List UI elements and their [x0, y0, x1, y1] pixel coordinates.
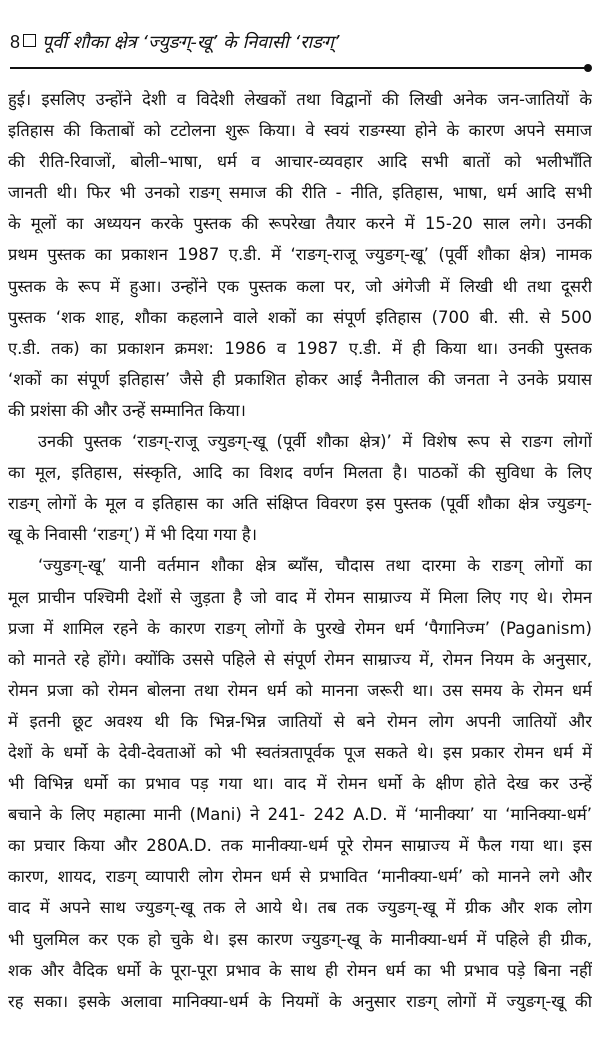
text-line: रोमन प्रजा को रोमन बोलना तथा रोमन धर्म को मानना जरूरी था। उस समय के रोमन धर्म: [8, 680, 592, 700]
text-line: पुस्तक ‘शक शाह, शौका कहलाने वाले शकों का संपूर्ण इतिहास (700 बी. सी. से 500: [8, 307, 592, 327]
text-line: जानती थी। फिर भी उनको राङग् समाज की रीति - नीति, इतिहास, भाषा, धर्म आदि सभी: [8, 183, 592, 203]
page-number: 8: [10, 32, 21, 52]
text-line: पुस्तक के रूप में हुआ। उन्होंने एक पुस्तक कला पर, जो अंगेजी में लिखी थी तथा दूसरी: [8, 276, 592, 296]
text-line: प्रथम पुस्तक का प्रकाशन 1987 ए.डी. में ‘राङग्-राजू ज्युङग्-खू’ (पूर्वी शौका क्षेत्र) नामक: [8, 245, 592, 265]
text-line: की रीति-रिवाजों, बोली–भाषा, धर्म व आचार-व्यवहार आदि सभी बातों को भलीभाँति: [8, 152, 592, 172]
text-line: राङग् लोगों के मूल व इतिहास का अति संक्षिप्त विवरण इस पुस्तक (पूर्वी शौका क्षेत्र ज्युङग्-: [8, 494, 592, 514]
text-line: प्रजा में शामिल रहने के कारण राङग् लोगों के पुरखे रोमन धर्म ‘पैगानिज्म’ (Paganism): [8, 618, 592, 638]
text-line: शक और वैदिक धर्मो के पूरा-पूरा प्रभाव के साथ ही रोमन धर्म का भी प्रभाव पड़े बिना नहीं: [8, 960, 592, 980]
text-line: खू के निवासी ‘राङग्’) में भी दिया गया है।: [8, 525, 257, 545]
text-line: बचाने के लिए महात्मा मानी (Mani) ने 241- 242 A.D. में ‘मानीक्या’ या ‘मानिक्या-धर्म’: [8, 805, 592, 825]
header-rule-dot: [584, 64, 592, 72]
running-header: [10, 30, 340, 54]
text-line: रह सका। इसके अलावा मानिक्या-धर्म के नियमों के अनुसार राङग् लोगों में ज्युङग्-खू की: [8, 991, 592, 1011]
text-line: इतिहास की किताबों को टटोलना शुरू किया। वे स्वयं राङग्स्या होने के कारण अपने समाज: [8, 121, 592, 141]
text-line: ‘ज्युङग्-खू’ यानी वर्तमान शौका क्षेत्र ब्याँस, चौदास तथा दारमा के राङग् लोगों का: [38, 556, 592, 576]
text-line: हुई। इसलिए उन्होंने देशी व विदेशी लेखकों तथा विद्वानों की लिखी अनेक जन-जातियों के: [8, 90, 592, 109]
text-line: को मानते रहे होंगे। क्योंकि उससे पहिले से संपूर्ण रोमन साम्राज्य में, रोमन नियम के अनुसार,: [8, 649, 592, 669]
running-title: पूर्वी शौका क्षेत्र ‘ज्युङग्-खू’ के निवासी ‘राङग्’: [42, 32, 340, 53]
text-line: ए.डी. तक) का प्रकाशन क्रमश: 1986 व 1987 ए.डी. में ही किया था। उनकी पुस्तक: [8, 338, 592, 358]
text-line: भी घुलमिल कर एक हो चुके थे। इस कारण ज्युङग्-खू के मानीक्या-धर्म में पहिले ही ग्रीक,: [8, 929, 592, 949]
text-line: का प्रचार किया और 280A.D. तक मानीक्या-धर्म पूरे रोमन साम्राज्य में फैल गया था। इस: [8, 836, 592, 856]
text-line: ‘शकों का संपूर्ण इतिहास’ जैसे ही प्रकाशित होकर आई नैनीताल की जनता ने उनके प्रयास: [8, 369, 592, 389]
text-line: कारण, शायद, राङग् व्यापारी लोग रोमन धर्म से प्रभावित ‘मानीक्या-धर्म’ को मानने लगे और: [8, 867, 592, 887]
text-line: मूल प्राचीन पश्चिमी देशों से जुड़ता है जो वाद में रोमन साम्राज्य में मिला लिए गए थे। रोमन: [8, 587, 592, 607]
text-line: का मूल, इतिहास, संस्कृति, आदि का विशद वर्णन मिलता है। पाठकों की सुविधा के लिए: [8, 463, 592, 483]
text-line: वाद में अपने साथ ज्युङग्-खू तक ले आये थे। तब तक ज्युङग्-खू में ग्रीक और शक लोग: [8, 898, 592, 918]
square-bullet-icon: [23, 34, 36, 47]
text-line: के मूलों का अध्ययन करके पुस्तक की रूपरेखा तैयार करने में 15-20 साल लगे। उनकी: [8, 214, 592, 234]
text-line: देशों के धर्मो के देवी-देवताओं को भी स्वतंत्रतापूर्वक पूज सकते थे। इस प्रकार रोमन धर्म में: [8, 742, 592, 762]
text-line: में इतनी छूट अवश्य थी कि भिन्न-भिन्न जातियों से बने रोमन लोग अपनी जातियों और: [8, 711, 592, 731]
page-body: [8, 84, 592, 1017]
text-line: उनकी पुस्तक ‘राङग्-राजू ज्युङग्-खू (पूर्वी शौका क्षेत्र)’ में विशेष रूप से राङग लोगों: [38, 432, 592, 452]
text-line: भी विभिन्न धर्मो का प्रभाव पड़ गया था। वाद में रोमन धर्मो के क्षीण होते देख कर उन्हें: [8, 774, 592, 794]
header-rule: [10, 67, 588, 69]
text-line: की प्रशंसा की और उन्हें सम्मानित किया।: [8, 400, 246, 420]
